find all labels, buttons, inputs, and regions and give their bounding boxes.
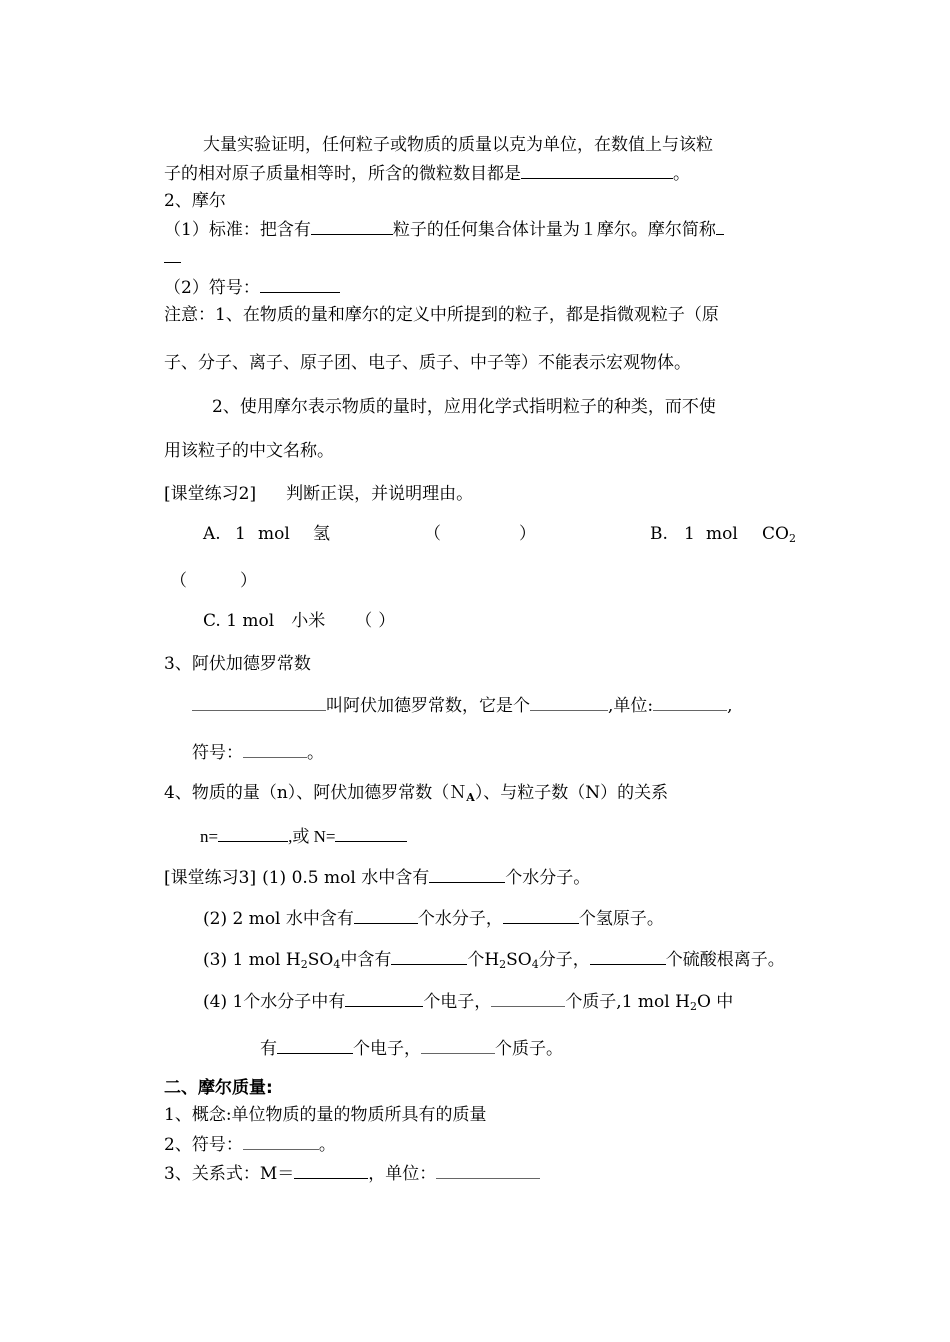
standard-text-b: 粒子的任何集合体计量为１摩尔。摩尔简称: [392, 220, 716, 240]
option-b-unit: mol: [706, 524, 738, 544]
option-b-qty: 1: [684, 524, 695, 544]
relation-heading-sub: A: [466, 791, 475, 804]
q3-text-f: 分子，: [538, 950, 590, 970]
q3-text-a: (3) 1 mol H: [203, 950, 301, 970]
molar-mass-relation-line: [164, 1162, 540, 1185]
q2-text-c: 个氢原子。: [578, 909, 664, 929]
exercise3-q2-line: [203, 907, 664, 930]
exercise2-instruction: 判断正误，并说明理由。: [286, 484, 474, 504]
q4-text-g: 个质子。: [495, 1039, 563, 1059]
avogadro-symbol-label: 符号：: [192, 743, 243, 763]
q2-text-a: (2) 2 mol 水中含有: [203, 909, 354, 929]
blank-q3-ions[interactable]: [590, 948, 666, 965]
q3-sub-4a: 4: [333, 958, 341, 971]
mole-standard-line: [164, 218, 724, 241]
symbol-label: （2）符号：: [164, 278, 260, 298]
note2-line2: 用该粒子的中文名称。: [164, 441, 334, 461]
q4-text-e: 有: [260, 1039, 277, 1059]
blank-molar-mass-symbol[interactable]: [243, 1133, 319, 1150]
blank-avogadro-def[interactable]: [192, 694, 326, 711]
relation-heading-a: 4、物质的量（n）、阿伏加德罗常数（Ｎ: [164, 783, 467, 803]
exercise3-q3-line: [203, 948, 785, 971]
q3-text-c: 中含有: [340, 950, 392, 970]
mole-heading: 2、摩尔: [164, 191, 226, 211]
blank-q3-molecules[interactable]: [391, 948, 467, 965]
exercise2-option-b: B.: [650, 524, 668, 544]
relation-heading: [164, 782, 668, 804]
avogadro-symbol-end: 。: [307, 743, 324, 763]
q3-sub-2a: 2: [300, 958, 308, 971]
blank-abbrev-a[interactable]: [716, 218, 724, 235]
exercise2-header: [164, 483, 473, 505]
exercise3-q1-line: [164, 866, 590, 889]
option-b-subscript: 2: [788, 532, 796, 545]
blank-q2-atoms[interactable]: [503, 907, 579, 924]
q2-text-b: 个水分子，: [417, 909, 503, 929]
q1-text-a: (1) 0.5 mol 水中含有: [262, 868, 430, 888]
option-c-paren-close: ）: [378, 611, 396, 631]
blank-q4-mol-protons[interactable]: [421, 1037, 495, 1054]
q3-text-e: SO: [506, 950, 532, 970]
para1-line2: [164, 162, 690, 185]
mole-abbrev-continuation: [164, 246, 181, 269]
para1-line1-text: 大量实验证明，任何粒子或物质的质量以克为单位，在数值上与该粒: [203, 135, 713, 155]
q3-text-g: 个硫酸根离子。: [665, 950, 785, 970]
option-a-item: 氢: [313, 524, 330, 544]
molar-mass-symbol-line: [164, 1133, 336, 1156]
exercise3-q4-line1: [203, 990, 733, 1013]
note2-line1: 2、使用摩尔表示物质的量时，应用化学式指明粒子的种类，而不使: [212, 397, 716, 417]
blank-q4-mol-electrons[interactable]: [277, 1037, 353, 1054]
q3-sub-4b: 4: [531, 958, 539, 971]
q3-sub-2b: 2: [499, 958, 507, 971]
blank-abbrev-b[interactable]: [164, 246, 181, 263]
standard-text-a: （1）标准：把含有: [164, 220, 311, 240]
blank-q1-molecules[interactable]: [429, 866, 505, 883]
blank-mole-symbol[interactable]: [260, 276, 340, 293]
q4-text-c: 个质子,1 mol H: [565, 992, 690, 1012]
blank-standard[interactable]: [311, 218, 393, 235]
exercise2-label: [课堂练习2]: [164, 484, 257, 504]
exercise2-option-a: [203, 523, 221, 545]
option-b-paren-open: （: [170, 571, 187, 591]
option-a-label: A.: [203, 524, 221, 544]
avogadro-symbol-line: [192, 741, 324, 764]
molar-mass-symbol-end: 。: [318, 1135, 336, 1155]
exercise3-label: [课堂练习3]: [164, 868, 257, 888]
blank-avogadro-symbol[interactable]: [243, 741, 307, 758]
avogadro-comma: ,: [727, 696, 733, 716]
option-a-unit: mol: [258, 524, 290, 544]
exercise3-q4-line2: [260, 1037, 563, 1060]
mole-symbol-line: [164, 276, 340, 299]
q4-text-d: O 中: [696, 992, 734, 1012]
avogadro-def-text: 叫阿伏加德罗常数，它是个: [326, 696, 530, 716]
q4-text-f: 个电子，: [353, 1039, 421, 1059]
molar-mass-heading: 二、摩尔质量:: [164, 1078, 273, 1098]
blank-relation-unit[interactable]: [436, 1162, 540, 1179]
option-a-qty: 1: [235, 524, 246, 544]
option-c-paren-open: （: [355, 611, 373, 631]
q1-text-b: 个水分子。: [505, 868, 591, 888]
q3-text-d: 个H: [467, 950, 500, 970]
avogadro-def-line: [192, 694, 733, 717]
blank-q4-protons[interactable]: [491, 990, 565, 1007]
blank-particle-count[interactable]: [521, 162, 673, 179]
note1-line2: 子、分子、离子、原子团、电子、质子、中子等）不能表示宏观物体。: [164, 353, 691, 373]
relation-heading-b: ）、与粒子数（N）的关系: [474, 783, 669, 803]
blank-avogadro-count[interactable]: [530, 694, 608, 711]
molar-mass-symbol-label: 2、符号：: [164, 1135, 243, 1155]
avogadro-heading: 3、阿伏加德罗常数: [164, 654, 311, 674]
blank-q4-electrons[interactable]: [345, 990, 423, 1007]
blank-relation-formula[interactable]: [294, 1162, 368, 1179]
option-c-text: C. 1 mol 小米: [203, 611, 326, 631]
option-a-paren-open: （: [424, 524, 441, 544]
formula-or-n-label: ,或 N=: [288, 827, 336, 846]
blank-formula-N[interactable]: [335, 825, 407, 842]
molar-mass-concept: 1、概念:单位物质的量的物质所具有的质量: [164, 1105, 487, 1125]
relation-a-text: 3、关系式：M＝: [164, 1164, 295, 1184]
formula-n-label: n=: [200, 827, 219, 846]
note1-line1: 注意：1、在物质的量和摩尔的定义中所提到的粒子，都是指微观粒子（原: [164, 305, 719, 325]
option-b-item: [762, 523, 796, 545]
blank-avogadro-unit[interactable]: [653, 694, 727, 711]
option-b-formula: CO: [762, 524, 789, 544]
exercise2-option-c: [203, 610, 395, 632]
relation-formula-line: [200, 825, 407, 848]
q4-text-b: 个电子，: [423, 992, 492, 1012]
option-b-paren-close: ）: [240, 571, 257, 591]
para1-line1: [203, 134, 713, 156]
blank-q2-molecules[interactable]: [354, 907, 418, 924]
q4-sub-2: 2: [689, 1000, 697, 1013]
q4-text-a: (4) 1个水分子中有: [203, 992, 346, 1012]
para1-line2-text: 子的相对原子质量相等时，所含的微粒数目都是: [164, 164, 521, 184]
blank-formula-n[interactable]: [218, 825, 288, 842]
relation-b-text: ，单位：: [368, 1164, 437, 1184]
q3-text-b: SO: [307, 950, 334, 970]
avogadro-unit-label: ,单位:: [608, 696, 654, 716]
para1-end: 。: [673, 164, 690, 184]
option-a-paren-close: ）: [519, 524, 536, 544]
